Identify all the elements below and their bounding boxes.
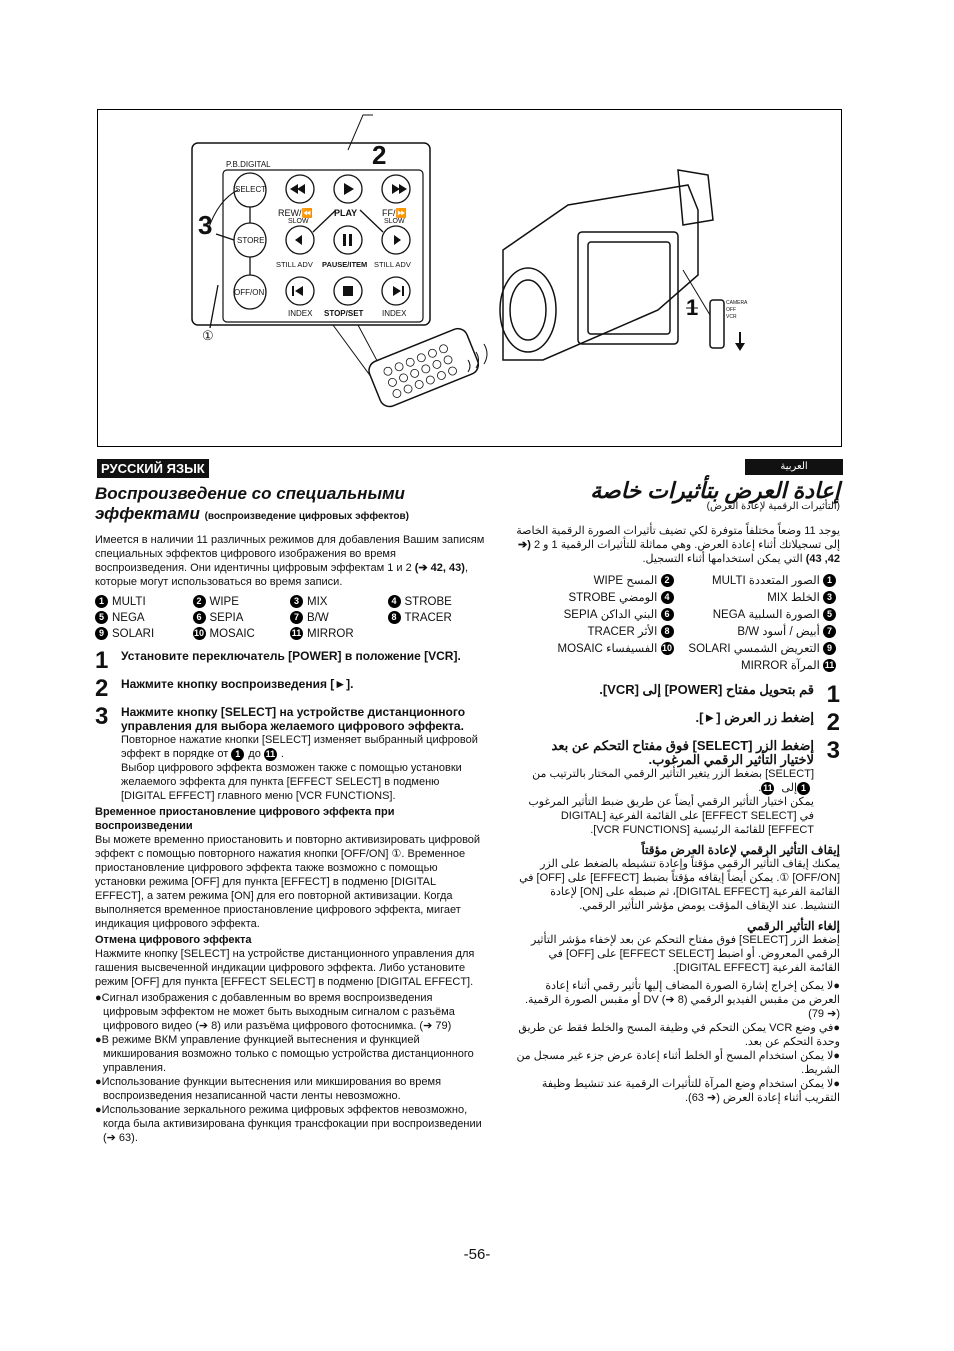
- ru-effect-item: 9 SOLARI: [95, 627, 193, 641]
- callout-circled-1: ①: [202, 328, 214, 343]
- ru-title-line1: Воспроизведение со специальными: [95, 484, 405, 503]
- ar-effect-item: 10 الفسيفساء MOSAIC: [557, 643, 672, 655]
- callout-1: 1: [686, 295, 699, 320]
- ru-effect-item: 5 NEGA: [95, 611, 193, 625]
- ru-effect-item: 6 SEPIA: [193, 611, 291, 625]
- ru-note: ●Сигнал изображения с добавленным во время воспроизведения цифровым эффектом не может быть выходным сигналом с разъёма цифрового видео (➔ 8) или разъёма цифрового фотоснимка. (➔ 79): [95, 992, 455, 1032]
- ar-pause-text: يمكنك إيقاف التأثير الرقمي مؤقتاً وإعادة تنشيطه بالضغط على الزر [OFF/ON] ①. يمكن أيضاً إيقافه مؤقتاً بضبط [EFFECT] على [OFF] في القائمة الفرعية [DIGITAL EFFECT]، ثم ضبطه على [ON] لإعادة التنشيط. عند الإيقاف المؤقت يومض مؤشر التأثير الرقمي.: [519, 858, 840, 912]
- remote-camera-illustration: [98, 110, 843, 448]
- ar-notes: [515, 979, 840, 1105]
- ru-pause-text: Вы можете временно приостановить и повторно активизировать цифровой эффект с помощью повторного нажатия кнопки [OFF/ON] ①. Временное приостановление цифрового эффекта также возможно с помощью установки режима [OFF] для пункта [EFFECT] в подменю [DIGITAL EFFECT], а затем режима [ON] для его повторной активизации. Когда выполняется временное приостановление цифрового эффекта, мигает индикация цифрового эффекта.: [95, 834, 481, 930]
- rew-label: REW/⏪: [278, 208, 313, 218]
- ru-title-line2: эффектами: [95, 504, 200, 523]
- callout-3: 3: [198, 210, 213, 240]
- ar-effect-item: 1 الصور المتعددة MULTI: [678, 574, 841, 588]
- ar-step-3-detail: [SELECT] بضغط الزر يتغير التأثير الرقمي المختار بالترتيب من 1إلى 11. يمكن اختيار التأثير الرقمي أيضاً عن طريق ضبط التأثير المرغوب في [EFFECT SELECT] على القائمة الفرعية [DIGITAL EFFECT] للقائمة الرئيسية [VCR FUNCTIONS].: [528, 768, 814, 836]
- ru-cancel-text: Нажмите кнопку [SELECT] на устройстве дистанционного управления для гашения высвеченной индикации цифрового эффекта. Либо установите режим [OFF] для пункта [EFFECT SELECT] в подменю [DIGITAL EFFECT].: [95, 948, 475, 988]
- ru-effect-item: 8 TRACER: [388, 611, 486, 625]
- slow-label-right: SLOW: [384, 218, 405, 225]
- ru-notes: [95, 991, 485, 1145]
- ar-intro: يوجد 11 وضعاً مختلفاً متوفرة لكي تضيف تأثيرات الصورة الرقمية الخاصة إلى تسجيلاتك أثناء إعادة العرض. وهي مماثلة للتأثيرات الرقمية 1 و 2 (➔ 42, 43) التي يمكن استخدامها أثناء التسجيل.: [516, 525, 840, 565]
- ar-cancel-heading: إلغاء التأثير الرقمي: [747, 919, 840, 933]
- power-switch-labels: [726, 300, 747, 321]
- ar-effect-item: 7 أبيض / أسود B/W: [678, 625, 841, 639]
- ru-intro-ref: (➔ 42, 43): [414, 562, 465, 574]
- ru-note: ●Использование функции вытеснения или микширования во время воспроизведения незаписанной части ленты невозможно.: [95, 1076, 442, 1102]
- page-number: -56-: [463, 1246, 491, 1263]
- ar-effect-item: 11 المرآة MIRROR: [741, 660, 835, 672]
- ar-pause-heading: إيقاف التأثير الرقمي لإعادة العرض مؤقتاً: [641, 843, 840, 857]
- arabic-column: [515, 478, 840, 1105]
- ar-step-1: 1قم بتحويل مفتاح [POWER] إلى [VCR].: [599, 681, 840, 708]
- play-label: PLAY: [334, 208, 358, 218]
- ru-subtitle: (воспроизведение цифровых эффектов): [204, 511, 409, 522]
- ru-note: ●Использование зеркального режима цифровых эффектов невозможно, когда была активизирована функция трансфокации при воспроизведении (➔ 63).: [95, 1104, 482, 1144]
- ar-effect-item: 5 الصورة السلبية NEGA: [678, 608, 841, 622]
- store-button[interactable]: STORE: [237, 236, 265, 245]
- ff-label: FF/⏩: [382, 208, 407, 218]
- ru-effect-item: 1 MULTI: [95, 595, 193, 609]
- russian-language-tag: РУССКИЙ ЯЗЫК: [97, 459, 209, 478]
- ru-step-2: 2 Нажмите кнопку воспроизведения [►].: [95, 675, 354, 702]
- ar-note: ●لا يمكن استخدام وضع المرآة للتأثيرات الرقمية عند تنشيط وظيفة التقريب أثناء إعادة العرض (➔ 63).: [541, 1078, 840, 1104]
- ar-step-3: 3 إضغط الزر [SELECT] فوق مفتاح التحكم عن بعد لاختيار التأثير الرقمي المرغوب.: [551, 737, 840, 767]
- ru-effect-item: 7 B/W: [290, 611, 388, 625]
- index-right-label: INDEX: [382, 309, 407, 318]
- off-on-button[interactable]: OFF/ON: [234, 288, 265, 297]
- arabic-language-tag: العربية: [745, 459, 843, 475]
- russian-column: [95, 484, 485, 1145]
- ru-effect-item: 3 MIX: [290, 595, 388, 609]
- ar-effect-item: 4 الومضي STROBE: [515, 591, 678, 605]
- ar-effect-item: 8 الأثر TRACER: [515, 625, 678, 639]
- power-vcr-label: VCR: [726, 314, 737, 320]
- pb-digital-label: P.B.DIGITAL: [226, 160, 271, 169]
- ru-intro: [95, 533, 485, 589]
- ar-effect-item: 6 البني الداكن SEPIA: [515, 608, 678, 622]
- index-left-label: INDEX: [288, 309, 313, 318]
- ru-effect-item: 10 MOSAIC: [193, 628, 255, 640]
- ru-step-3-detail: Повторное нажатие кнопки [SELECT] изменяет выбранный цифровой эффект в порядке от 1 до 11 . Выбор цифрового эффекта возможен также с помощью установки желаемого эффекта для пункта [EFFECT SELECT] в подменю [DIGITAL EFFECT] главного меню [VCR FUNCTIONS].: [121, 734, 478, 802]
- ru-pause-heading: Временное приостановление цифрового эффекта при воспроизведении: [95, 806, 395, 832]
- power-off-label: OFF: [726, 307, 736, 313]
- ru-intro-end: , которые могут использоваться во время записи.: [95, 562, 468, 588]
- select-button[interactable]: SELECT: [235, 185, 267, 194]
- ar-note: ●لا يمكن إخراج إشارة الصورة المضاف إليها تأثير رقمي أثناء إعادة العرض من مقبس الفيديو الرقمي DV (➔ 8) أو مقبس الصورة الرقمية. (➔ 79): [524, 980, 840, 1020]
- ru-intro-text: Имеется в наличии 11 различных режимов для добавления Вашим записям специальных эффектов цифрового изображения во время воспроизведения. Они идентичны цифровым эффектам 1 и 2: [95, 534, 485, 574]
- ru-note: ●В режиме ВКМ управление функцией вытеснения и функцией микширования возможно только с помощью устройства дистанционного управления.: [95, 1034, 474, 1074]
- ar-effect-item: 3 الخلط MIX: [678, 591, 841, 605]
- ru-effect-item: 11 MIRROR: [291, 628, 354, 640]
- ar-step-2: 2إضغط زر العرض [►].: [695, 709, 840, 736]
- ru-effect-item: 4 STROBE: [388, 595, 486, 609]
- ar-subtitle: (التأثيرات الرقمية لإعادة العرض): [706, 501, 840, 512]
- ar-effects-list: [515, 574, 840, 673]
- ar-note: ●في وضع VCR يمكن التحكم في وظيفة المسح والخلط فقط عن طريق وحدة التحكم عن بعد.: [518, 1022, 840, 1048]
- still-adv-right-label: STILL ADV: [374, 260, 411, 269]
- ru-effects-list: [95, 595, 485, 641]
- pause-item-label: PAUSE/ITEM: [322, 260, 368, 269]
- slow-label-left: SLOW: [288, 218, 309, 225]
- still-adv-left-label: STILL ADV: [276, 260, 313, 269]
- stop-set-label: STOP/SET: [324, 309, 364, 318]
- power-camera-label: CAMERA: [726, 300, 748, 306]
- ar-effect-item: 9 التعريض الشمسي SOLARI: [678, 642, 841, 656]
- callout-2: 2: [372, 140, 387, 170]
- ru-step-3: 3 Нажмите кнопку [SELECT] на устройстве дистанционного управления для выбора желаемого цифрового эффекта.: [95, 703, 466, 733]
- ar-effect-item: 2 المسح WIPE: [515, 574, 678, 588]
- ar-cancel-text: إضغط الزر [SELECT] فوق مفتاح التحكم عن بعد لإخفاء مؤشر التأثير الرقمي المعروض. أو اضبط [EFFECT SELECT] على [OFF] في القائمة الفرعية [DIGITAL EFFECT].: [531, 934, 840, 974]
- ar-title: إعادة العرض بتأثيرات خاصة: [590, 478, 840, 503]
- illustration-box: [97, 109, 842, 447]
- ru-step-1: 1 Установите переключатель [POWER] в положение [VCR].: [95, 647, 461, 674]
- ru-effect-item: 2 WIPE: [193, 595, 291, 609]
- ru-cancel-heading: Отмена цифрового эффекта: [95, 934, 252, 946]
- ar-note: ●لا يمكن استخدام المسح أو الخلط أثناء إعادة عرض جزء غير مسجل من الشريط.: [516, 1050, 840, 1076]
